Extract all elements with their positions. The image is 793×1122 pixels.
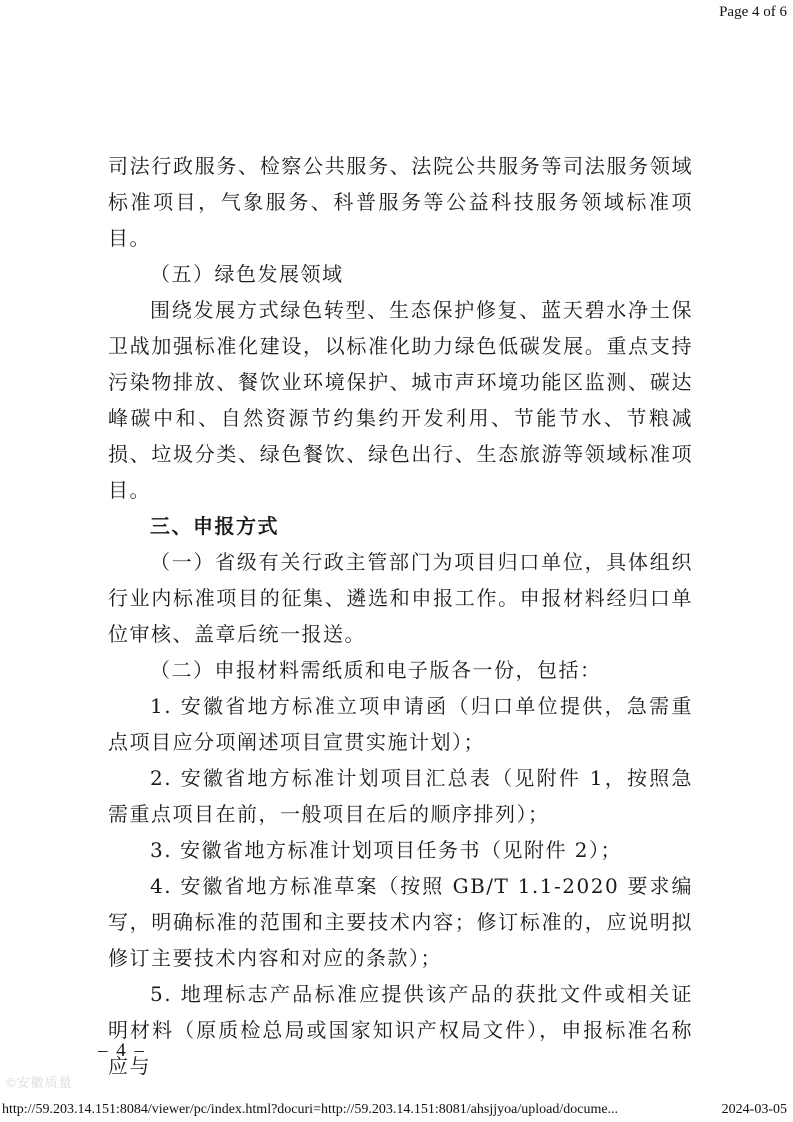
paragraph-application-unit: （一）省级有关行政主管部门为项目归口单位，具体组织行业内标准项目的征集、遴选和申报工作。申报材料经归口单位审核、盖章后统一报送。 (108, 550, 693, 646)
paragraph-green-development: 围绕发展方式绿色转型、生态保护修复、蓝天碧水净土保卫战加强标准化建设，以标准化助力绿色低碳发展。重点支持污染物排放、餐饮业环境保护、城市声环境功能区监测、碳达峰碳中和、自然资源节约集约开发利用、节能节水、节粮减损、垃圾分类、绿色餐饮、绿色出行、生态旅游等领域标准项目。 (108, 298, 693, 502)
watermark: ©安徽质量 (6, 1075, 73, 1090)
document-body (108, 148, 693, 1084)
list-item-2: 2. 安徽省地方标准计划项目汇总表（见附件 1，按照急需重点项目在前，一般项目在后的顺序排列）； (108, 766, 693, 826)
paragraph-materials-intro: （二）申报材料需纸质和电子版各一份，包括： (150, 658, 602, 682)
page-counter: Page 4 of 6 (719, 4, 787, 20)
section-heading-green-development: （五）绿色发展领域 (150, 262, 344, 286)
footer-date: 2024-03-05 (721, 1102, 787, 1117)
list-item-5: 5. 地理标志产品标准应提供该产品的获批文件或相关证明材料（原质检总局或国家知识产权局文件），申报标准名称应与 (108, 982, 693, 1078)
section-heading-application-method: 三、申报方式 (150, 514, 279, 538)
paragraph-judicial-services: 司法行政服务、检察公共服务、法院公共服务等司法服务领域标准项目，气象服务、科普服务等公益科技服务领域标准项目。 (108, 154, 693, 250)
list-item-4: 4. 安徽省地方标准草案（按照 GB/T 1.1-2020 要求编写，明确标准的范围和主要技术内容；修订标准的，应说明拟修订主要技术内容和对应的条款）； (108, 874, 693, 970)
list-item-3: 3. 安徽省地方标准计划项目任务书（见附件 2）； (150, 838, 623, 862)
list-item-1: 1. 安徽省地方标准立项申请函（归口单位提供，急需重点项目应分项阐述项目宣贯实施计划）； (108, 694, 693, 754)
page-number: – 4 – (98, 1040, 146, 1061)
footer-url: http://59.203.14.151:8084/viewer/pc/index.html?docuri=http://59.203.14.151:8081/ahsjjyoa/upload/docume... (2, 1102, 619, 1117)
